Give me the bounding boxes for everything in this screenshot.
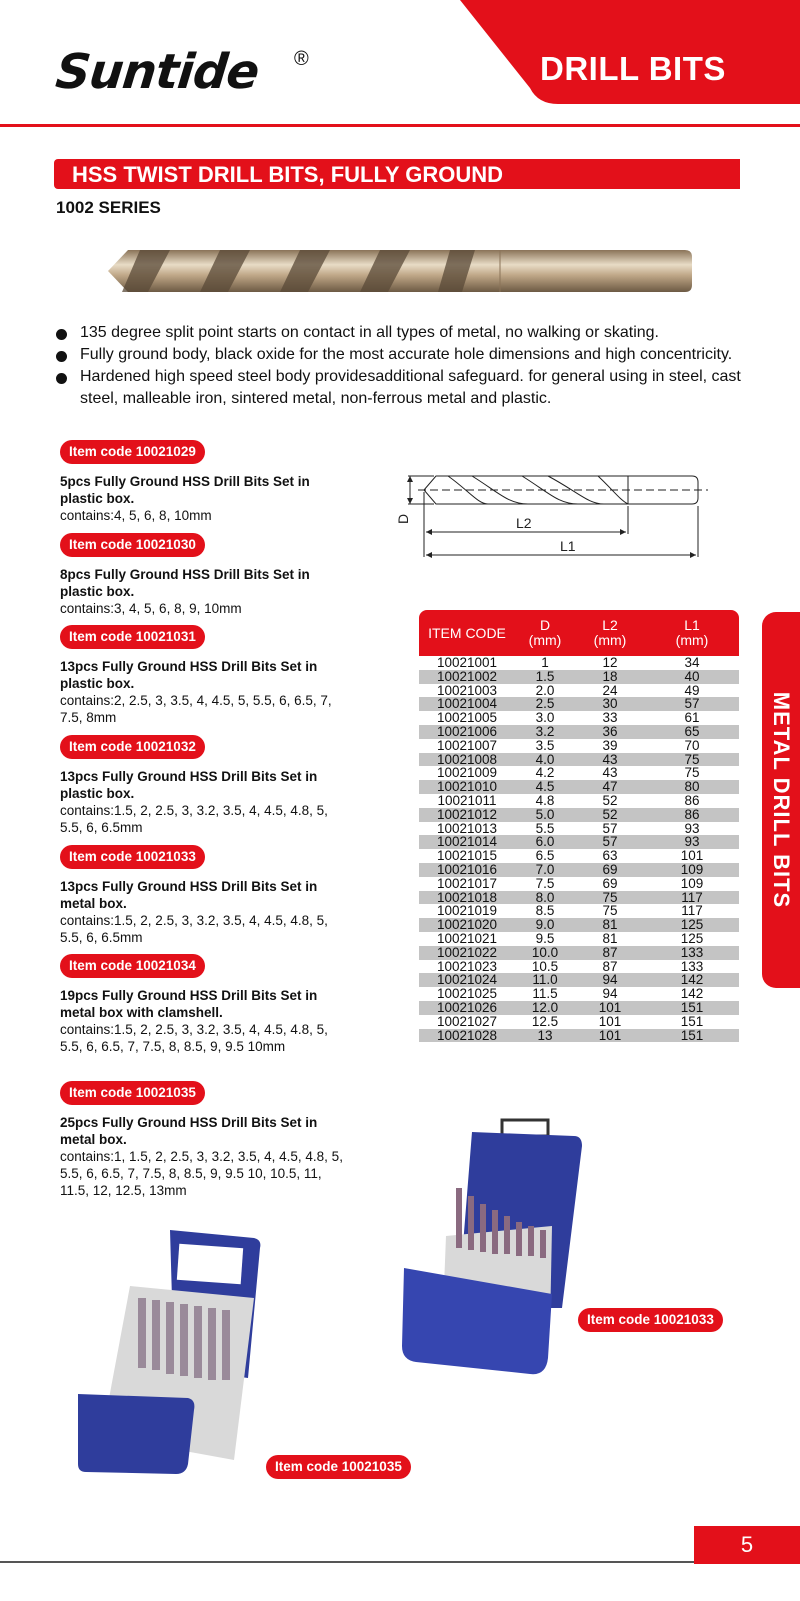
- table-row: [419, 835, 739, 849]
- table-row: [419, 753, 739, 767]
- column-header-label: L2: [602, 617, 618, 633]
- diagram-label-l2: L2: [516, 515, 532, 531]
- cell-l2: 69: [602, 861, 618, 877]
- section-title: HSS TWIST DRILL BITS, FULLY GROUND: [72, 162, 504, 187]
- cell-l2: 87: [602, 944, 618, 960]
- cell-l2: 47: [602, 779, 618, 795]
- table-row: [419, 697, 739, 711]
- column-header-unit: (mm): [528, 632, 562, 648]
- cell-d: 1.5: [535, 668, 555, 684]
- item-title: 19pcs Fully Ground HSS Drill Bits Set in metal box with clamshell.: [60, 988, 318, 1020]
- drill-set-box-photo: [78, 1228, 278, 1476]
- table-row: [419, 1029, 739, 1043]
- spec-table: [419, 610, 739, 1042]
- cell-l1: 142: [680, 986, 704, 1002]
- side-category-tab: [762, 612, 800, 988]
- item-entry: [60, 440, 350, 524]
- cell-d: 3.0: [535, 710, 555, 726]
- cell-d: 6.5: [535, 848, 555, 864]
- cell-d: 3.5: [535, 737, 555, 753]
- item-code-badge-photo-b: Item code 10021033: [578, 1308, 723, 1332]
- brand-logo: [53, 44, 309, 124]
- side-category-label: METAL DRILL BITS: [769, 691, 794, 909]
- diagram-label-l1: L1: [560, 538, 576, 554]
- cell-d: 13: [537, 1027, 553, 1043]
- cell-item-code: 10021006: [436, 723, 498, 739]
- cell-item-code: 10021026: [436, 999, 498, 1015]
- cell-l2: 30: [602, 696, 618, 712]
- cell-d: 5.5: [535, 820, 555, 836]
- page-number: 5: [740, 1532, 754, 1557]
- item-title: 8pcs Fully Ground HSS Drill Bits Set in plastic box.: [60, 567, 310, 599]
- cell-l1: 117: [681, 903, 703, 919]
- cell-l2: 87: [602, 958, 618, 974]
- cell-d: 12.0: [531, 999, 559, 1015]
- column-header-label: D: [539, 617, 551, 633]
- header-divider: [0, 124, 800, 127]
- feature-list: [56, 322, 746, 410]
- cell-l2: 57: [602, 834, 618, 850]
- item-title: 13pcs Fully Ground HSS Drill Bits Set in plastic box.: [60, 769, 318, 801]
- table-row: [419, 891, 739, 905]
- cell-item-code: 10021012: [436, 806, 498, 822]
- table-row: [419, 780, 739, 794]
- item-contains: contains:1, 1.5, 2, 2.5, 3, 3.2, 3.5, 4, 4.5, 4.8, 5, 5.5, 6, 6.5, 7, 7.5, 8, 8.5, 9, 9.5 10, 10.5, 11, 11.5, 12, 12.5, 13mm: [60, 1149, 343, 1198]
- item-title: 5pcs Fully Ground HSS Drill Bits Set in plastic box.: [60, 474, 310, 506]
- cell-d: 3.2: [535, 723, 555, 739]
- cell-d: 9.0: [535, 917, 555, 933]
- feature-item: 135 degree split point starts on contact in all types of metal, no walking or skating.: [56, 322, 746, 344]
- cell-l1: 101: [680, 848, 704, 864]
- cell-d: 4.0: [535, 751, 555, 767]
- cell-item-code: 10021011: [437, 792, 497, 808]
- cell-item-code: 10021001: [436, 655, 498, 670]
- column-header-l1: [645, 610, 739, 656]
- cell-l2: 52: [602, 806, 618, 822]
- cell-l1: 93: [684, 820, 700, 836]
- drill-set-box-photo: [402, 1118, 592, 1380]
- cell-item-code: 10021020: [436, 917, 498, 933]
- table-row: [419, 808, 739, 822]
- cell-l1: 34: [684, 655, 700, 670]
- cell-item-code: 10021008: [436, 751, 498, 767]
- cell-l2: 101: [598, 1013, 622, 1029]
- cell-l1: 93: [684, 834, 700, 850]
- table-row: [419, 766, 739, 780]
- item-entry: [60, 954, 350, 1055]
- cell-l1: 109: [680, 861, 704, 877]
- cell-l1: 125: [680, 930, 704, 946]
- cell-l2: 94: [602, 986, 618, 1002]
- cell-l2: 39: [602, 737, 618, 753]
- item-code-badge: Item code 10021029: [60, 440, 205, 464]
- table-row: [419, 711, 739, 725]
- cell-d: 5.0: [535, 806, 555, 822]
- cell-l2: 81: [602, 930, 618, 946]
- cell-l2: 43: [602, 765, 618, 781]
- cell-item-code: 10021021: [436, 930, 498, 946]
- cell-l1: 151: [680, 1027, 704, 1043]
- brand-name: Suntide: [53, 44, 262, 100]
- item-code-badge: Item code 10021031: [60, 625, 205, 649]
- table-row: [419, 946, 739, 960]
- column-header-l2: [575, 610, 645, 656]
- cell-l2: 52: [602, 792, 618, 808]
- section-banner: [54, 159, 740, 189]
- cell-item-code: 10021015: [436, 848, 498, 864]
- cell-l2: 69: [602, 875, 618, 891]
- cell-l2: 33: [602, 710, 618, 726]
- cell-l1: 125: [680, 917, 704, 933]
- cell-d: 2.0: [535, 682, 555, 698]
- cell-l2: 75: [602, 903, 618, 919]
- drill-dimension-diagram: [388, 462, 728, 562]
- column-header-label: ITEM CODE: [428, 624, 506, 641]
- table-row: [419, 684, 739, 698]
- cell-item-code: 10021018: [436, 889, 498, 905]
- item-entry: [60, 625, 350, 726]
- cell-l1: 65: [684, 723, 700, 739]
- item-code-badge: Item code 10021034: [60, 954, 205, 978]
- table-row: [419, 670, 739, 684]
- item-contains: contains:1.5, 2, 2.5, 3, 3.2, 3.5, 4, 4.5, 4.8, 5, 5.5, 6, 6.5mm: [60, 913, 328, 945]
- cell-l1: 117: [681, 889, 703, 905]
- cell-item-code: 10021017: [436, 875, 498, 891]
- item-entry: [60, 845, 350, 946]
- cell-item-code: 10021022: [436, 944, 498, 960]
- cell-d: 10.5: [531, 958, 559, 974]
- cell-l1: 142: [680, 972, 704, 988]
- cell-l1: 109: [680, 875, 704, 891]
- cell-item-code: 10021013: [436, 820, 498, 836]
- table-row: [419, 987, 739, 1001]
- cell-l1: 49: [684, 682, 700, 698]
- table-row: [419, 1015, 739, 1029]
- cell-d: 9.5: [535, 930, 555, 946]
- cell-item-code: 10021007: [436, 737, 498, 753]
- cell-d: 8.5: [535, 903, 555, 919]
- cell-l2: 36: [602, 723, 618, 739]
- cell-d: 8.0: [535, 889, 555, 905]
- cell-d: 4.5: [535, 779, 555, 795]
- table-row: [419, 739, 739, 753]
- cell-d: 4.2: [535, 765, 555, 781]
- table-row: [419, 960, 739, 974]
- column-header-unit: (mm): [675, 632, 709, 648]
- cell-l1: 86: [684, 806, 700, 822]
- header-title: DRILL BITS: [540, 50, 726, 87]
- item-code-badge: Item code 10021033: [60, 845, 205, 869]
- table-row: [419, 1001, 739, 1015]
- spec-table-body: [419, 656, 739, 1042]
- item-entry: [60, 735, 350, 836]
- cell-d: 11.5: [532, 986, 558, 1002]
- cell-l1: 57: [684, 696, 700, 712]
- page-number-box: [694, 1526, 800, 1564]
- cell-item-code: 10021005: [436, 710, 498, 726]
- cell-item-code: 10021025: [436, 986, 498, 1002]
- cell-item-code: 10021002: [436, 668, 498, 684]
- table-row: [419, 863, 739, 877]
- spec-table-header: [419, 610, 739, 656]
- cell-l2: 81: [602, 917, 618, 933]
- cell-l2: 18: [602, 668, 618, 684]
- table-row: [419, 918, 739, 932]
- cell-item-code: 10021028: [436, 1027, 498, 1043]
- cell-item-code: 10021004: [436, 696, 498, 712]
- cell-item-code: 10021019: [436, 903, 498, 919]
- item-title: 13pcs Fully Ground HSS Drill Bits Set in plastic box.: [60, 659, 318, 691]
- item-contains: contains:4, 5, 6, 8, 10mm: [60, 508, 212, 523]
- cell-l1: 133: [680, 958, 704, 974]
- cell-l1: 86: [684, 792, 700, 808]
- footer-divider: [0, 1561, 694, 1563]
- cell-d: 11.0: [532, 972, 558, 988]
- item-contains: contains:2, 2.5, 3, 3.5, 4, 4.5, 5, 5.5, 6, 6.5, 7, 7.5, 8mm: [60, 693, 332, 725]
- cell-d: 10.0: [531, 944, 559, 960]
- cell-l2: 75: [602, 889, 618, 905]
- cell-item-code: 10021014: [436, 834, 498, 850]
- registered-mark: ®: [294, 48, 309, 70]
- cell-item-code: 10021023: [436, 958, 498, 974]
- table-row: [419, 656, 739, 670]
- item-contains: contains:1.5, 2, 2.5, 3, 3.2, 3.5, 4, 4.5, 4.8, 5, 5.5, 6, 6.5mm: [60, 803, 328, 835]
- cell-d: 2.5: [535, 696, 555, 712]
- feature-item: Hardened high speed steel body providesadditional safeguard. for general using in steel, cast steel, malleable iron, sintered metal, non-ferrous metal and plastic.: [56, 366, 746, 410]
- cell-item-code: 10021016: [436, 861, 498, 877]
- column-header-label: L1: [684, 617, 700, 633]
- item-contains: contains:3, 4, 5, 6, 8, 9, 10mm: [60, 601, 242, 616]
- cell-l1: 75: [684, 765, 700, 781]
- cell-l2: 101: [598, 1027, 622, 1043]
- cell-l2: 63: [602, 848, 618, 864]
- cell-d: 7.0: [535, 861, 555, 877]
- series-label: 1002 SERIES: [56, 198, 161, 217]
- cell-l1: 70: [684, 737, 700, 753]
- cell-item-code: 10021003: [436, 682, 498, 698]
- cell-d: 12.5: [531, 1013, 559, 1029]
- table-row: [419, 904, 739, 918]
- cell-d: 6.0: [535, 834, 555, 850]
- column-header-d: [515, 610, 575, 656]
- cell-l1: 151: [680, 999, 704, 1015]
- item-entry: [60, 533, 350, 617]
- cell-l1: 151: [680, 1013, 704, 1029]
- item-code-badge: Item code 10021035: [60, 1081, 205, 1105]
- cell-item-code: 10021009: [436, 765, 498, 781]
- diagram-label-d: D: [395, 513, 411, 524]
- table-row: [419, 794, 739, 808]
- cell-l2: 24: [602, 682, 618, 698]
- cell-l1: 80: [684, 779, 700, 795]
- cell-item-code: 10021027: [436, 1013, 498, 1029]
- table-row: [419, 932, 739, 946]
- cell-l1: 75: [684, 751, 700, 767]
- table-row: [419, 973, 739, 987]
- item-contains: contains:1.5, 2, 2.5, 3, 3.2, 3.5, 4, 4.5, 4.8, 5, 5.5, 6, 6.5, 7, 7.5, 8, 8.5, 9, 9.5 10mm: [60, 1022, 328, 1054]
- drill-bit-photo: [100, 242, 700, 300]
- item-code-badge: Item code 10021032: [60, 735, 205, 759]
- cell-item-code: 10021010: [436, 779, 498, 795]
- table-row: [419, 725, 739, 739]
- cell-item-code: 10021024: [436, 972, 498, 988]
- table-row: [419, 822, 739, 836]
- column-header-item-code: [419, 610, 515, 656]
- cell-l1: 40: [684, 668, 700, 684]
- feature-item: Fully ground body, black oxide for the most accurate hole dimensions and high concentricity.: [56, 344, 746, 366]
- cell-l2: 94: [602, 972, 618, 988]
- cell-l1: 133: [680, 944, 704, 960]
- cell-d: 7.5: [535, 875, 555, 891]
- item-title: 13pcs Fully Ground HSS Drill Bits Set in metal box.: [60, 879, 318, 911]
- item-code-badge-photo-a: Item code 10021035: [266, 1455, 411, 1479]
- cell-d: 1: [541, 655, 549, 670]
- table-row: [419, 849, 739, 863]
- item-code-badge: Item code 10021030: [60, 533, 205, 557]
- item-entry: [60, 1081, 350, 1199]
- cell-l2: 43: [602, 751, 618, 767]
- column-header-unit: (mm): [593, 632, 627, 648]
- cell-l2: 101: [598, 999, 622, 1015]
- table-row: [419, 877, 739, 891]
- cell-l1: 61: [684, 710, 700, 726]
- cell-l2: 57: [602, 820, 618, 836]
- item-title: 25pcs Fully Ground HSS Drill Bits Set in metal box.: [60, 1115, 318, 1147]
- cell-d: 4.8: [535, 792, 555, 808]
- cell-l2: 12: [602, 655, 618, 670]
